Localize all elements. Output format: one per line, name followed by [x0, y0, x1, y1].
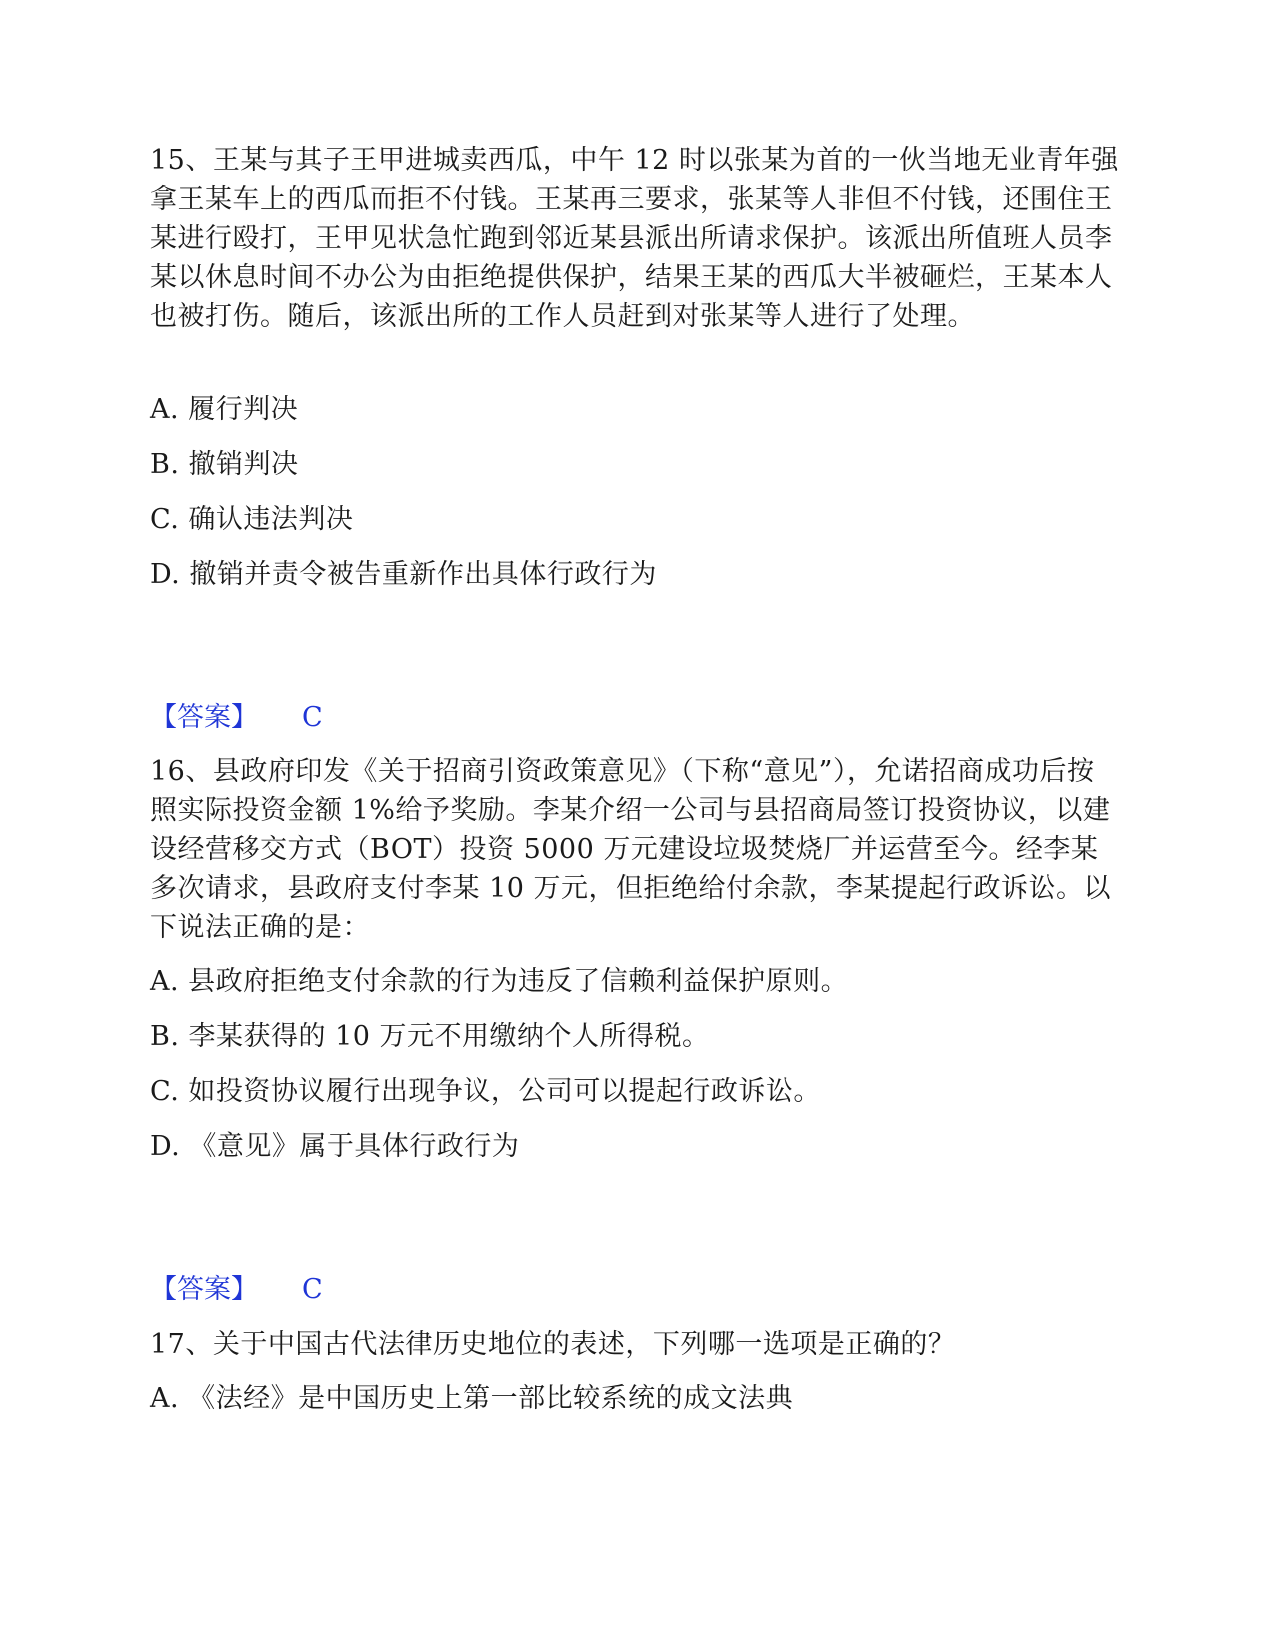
question-15-option-a: A. 履行判决	[150, 394, 299, 425]
answer-label: 【答案】	[150, 1274, 258, 1305]
question-16-answer	[150, 1270, 323, 1309]
question-16-stem: 16、县政府印发《关于招商引资政策意见》（下称“意见”），允诺招商成功后按照实际投资金额 1%给予奖励。李某介绍一公司与县招商局签订投资协议，以建设经营移交方式（BOT）投资 5000 万元建设垃圾焚烧厂并运营至今。经李某多次请求，县政府支付李某 10 万元，但拒绝给付余款，李某提起行政诉讼。以下说法正确的是：	[150, 756, 1112, 943]
question-15-option-b: B. 撤销判决	[150, 449, 299, 480]
question-16-option-a: A. 县政府拒绝支付余款的行为违反了信赖利益保护原则。	[150, 966, 849, 997]
question-15-option-c: C. 确认违法判决	[150, 504, 354, 535]
question-16-option-c: C. 如投资协议履行出现争议，公司可以提起行政诉讼。	[150, 1076, 821, 1107]
question-16-option-b: B. 李某获得的 10 万元不用缴纳个人所得税。	[150, 1021, 710, 1052]
question-15-option-d: D. 撤销并责令被告重新作出具体行政行为	[150, 559, 657, 590]
answer-value: C	[302, 702, 323, 733]
question-17-stem: 17、关于中国古代法律历史地位的表述，下列哪一选项是正确的？	[150, 1329, 956, 1360]
question-15-answer	[150, 698, 323, 737]
question-16-option-d: D. 《意见》属于具体行政行为	[150, 1131, 520, 1162]
answer-label: 【答案】	[150, 702, 258, 733]
question-15-stem: 15、王某与其子王甲进城卖西瓜，中午 12 时以张某为首的一伙当地无业青年强拿王某车上的西瓜而拒不付钱。王某再三要求，张某等人非但不付钱，还围住王某进行殴打，王甲见状急忙跑到邻近某县派出所请求保护。该派出所值班人员李某以休息时间不办公为由拒绝提供保护，结果王某的西瓜大半被砸烂，王某本人也被打伤。随后，该派出所的工作人员赶到对张某等人进行了处理。	[150, 145, 1119, 332]
answer-value: C	[302, 1274, 323, 1305]
question-17-option-a: A. 《法经》是中国历史上第一部比较系统的成文法典	[150, 1383, 794, 1414]
